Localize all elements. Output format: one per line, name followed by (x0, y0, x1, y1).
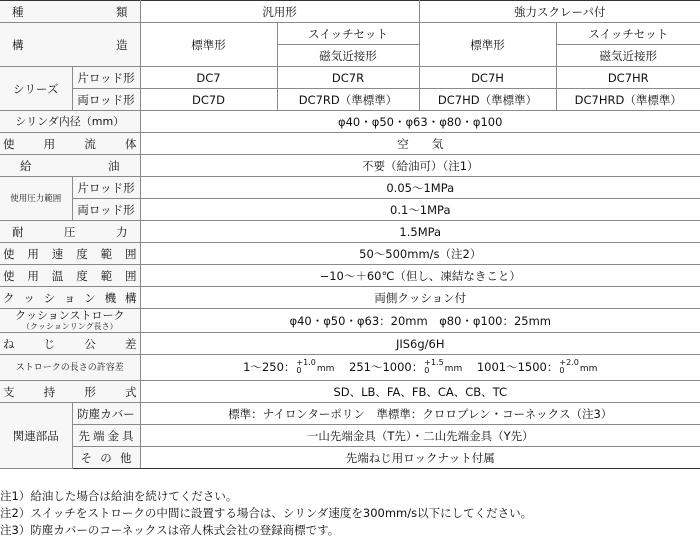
tolerance-plus-2: +1.5 (424, 358, 444, 368)
notes (0, 488, 700, 539)
thread-label: ねじ公差 (0, 333, 140, 355)
lube-label: 給油 (0, 155, 140, 177)
pressure-double-label: 両ロッド形 (72, 199, 140, 221)
bore-value: φ40・φ50・φ63・φ80・φ100 (140, 111, 700, 133)
header-structure (0, 23, 140, 67)
pressure-label: 使用圧力範囲 (0, 177, 72, 221)
pressure-single-label: 片ロッド形 (72, 177, 140, 199)
tolerance-limits-2 (424, 359, 443, 375)
header-standard-general: 標準形 (140, 23, 277, 67)
tolerance-range-2: 251〜1000： (349, 359, 424, 374)
stroke-value: φ40・φ50・φ63：20mm φ80・φ100：25mm (140, 309, 700, 333)
header-switch-scraper: スイッチセット (556, 23, 700, 45)
header-struct-b: 造 (70, 37, 128, 52)
pressure-double-value: 0.1〜1MPa (140, 199, 700, 221)
series-double-label: 両ロッド形 (72, 89, 140, 111)
dust-value: 標準：ナイロンターポリン 準標準：クロロプレン・コーネックス（注3） (140, 403, 700, 425)
tolerance-limits-3 (559, 359, 578, 375)
speed-label: 使用速度範囲 (0, 243, 140, 265)
fluid-value: 空 気 (140, 133, 700, 155)
other-label: その他 (72, 447, 140, 469)
cushion-label: クッション機構 (0, 287, 140, 309)
lube-value: 不要（給油可）（注1） (140, 155, 700, 177)
stroke-sub-label: （クッションリング長さ） (21, 322, 118, 331)
tolerance-plus-3: +2.0 (559, 358, 579, 368)
header-general: 汎用形 (140, 1, 419, 23)
note-1: 注1）給油した場合は給油を続けてください。 (0, 489, 238, 503)
series-double-switch: DC7RD（準標準） (277, 89, 419, 111)
header-struct-a: 構 (12, 37, 70, 52)
note-3: 注3）防塵カバーのコーネックスは帝人株式会社の登録商標です。 (0, 523, 340, 537)
series-single-standard: DC7 (140, 67, 277, 89)
header-scraper: 強力スクレーパ付 (419, 1, 700, 23)
header-kind (0, 1, 140, 23)
tolerance-minus-3: 0 (559, 366, 565, 376)
proof-value: 1.5MPa (140, 221, 700, 243)
tolerance-minus-2: 0 (424, 366, 430, 376)
header-magnet-scraper: 磁気近接形 (556, 45, 700, 67)
header-switch-general: スイッチセット (277, 23, 419, 45)
series-double-scraper-switch: DC7HRD（準標準） (556, 89, 700, 111)
series-single-scraper: DC7H (419, 67, 556, 89)
fluid-label: 使用流体 (0, 133, 140, 155)
tolerance-label: ストロークの長さの許容差 (0, 355, 140, 381)
series-double-scraper: DC7HD（準標準） (419, 89, 556, 111)
tolerance-range-1: 1〜250： (243, 359, 296, 374)
tolerance-unit-1: mm (316, 363, 335, 374)
series-single-scraper-switch: DC7HR (556, 67, 700, 89)
bore-label: シリンダ内径（mm） (0, 111, 140, 133)
tolerance-plus-1: +1.0 (296, 358, 316, 368)
mount-value: SD、LB、FA、FB、CA、CB、TC (140, 381, 700, 403)
note-2: 注2）スイッチをストロークの中間に設置する場合は、シリンダ速度を300mm/s以下にしてください。 (0, 506, 533, 520)
series-single-switch: DC7R (277, 67, 419, 89)
temp-value: −10〜＋60℃（但し、凍結なきこと） (140, 265, 700, 287)
temp-label: 使用温度範囲 (0, 265, 140, 287)
mount-label: 支持形式 (0, 381, 140, 403)
header-kind-a: 種 (12, 4, 70, 19)
tolerance-unit-3: mm (579, 363, 598, 374)
thread-value: JIS6g/6H (140, 333, 700, 355)
tolerance-unit-2: mm (444, 363, 463, 374)
related-label: 関連部品 (0, 403, 72, 469)
series-double-standard: DC7D (140, 89, 277, 111)
stroke-label-cell (0, 309, 140, 333)
series-single-label: 片ロッド形 (72, 67, 140, 89)
tolerance-range-3: 1001〜1500： (476, 359, 559, 374)
tolerance-value (140, 355, 700, 381)
tolerance-minus-1: 0 (296, 366, 302, 376)
tolerance-item-2 (349, 360, 466, 374)
tip-label: 先端金具 (72, 425, 140, 447)
tip-value: 一山先端金具（T先）・二山先端金具（Y先） (140, 425, 700, 447)
cushion-value: 両側クッション付 (140, 287, 700, 309)
series-label: シリーズ (0, 67, 72, 111)
tolerance-limits-1 (296, 359, 315, 375)
pressure-single-value: 0.05〜1MPa (140, 177, 700, 199)
proof-label: 耐圧力 (0, 221, 140, 243)
speed-value: 50〜500mm/s（注2） (140, 243, 700, 265)
header-kind-b: 類 (70, 4, 128, 19)
header-standard-scraper: 標準形 (419, 23, 556, 67)
dust-label: 防塵カバー (72, 403, 140, 425)
stroke-label: クッションストローク (15, 309, 125, 322)
header-magnet-general: 磁気近接形 (277, 45, 419, 67)
tolerance-item-3 (477, 360, 598, 374)
other-value: 先端ねじ用ロックナット付属 (140, 447, 700, 469)
tolerance-item-1 (243, 360, 338, 374)
